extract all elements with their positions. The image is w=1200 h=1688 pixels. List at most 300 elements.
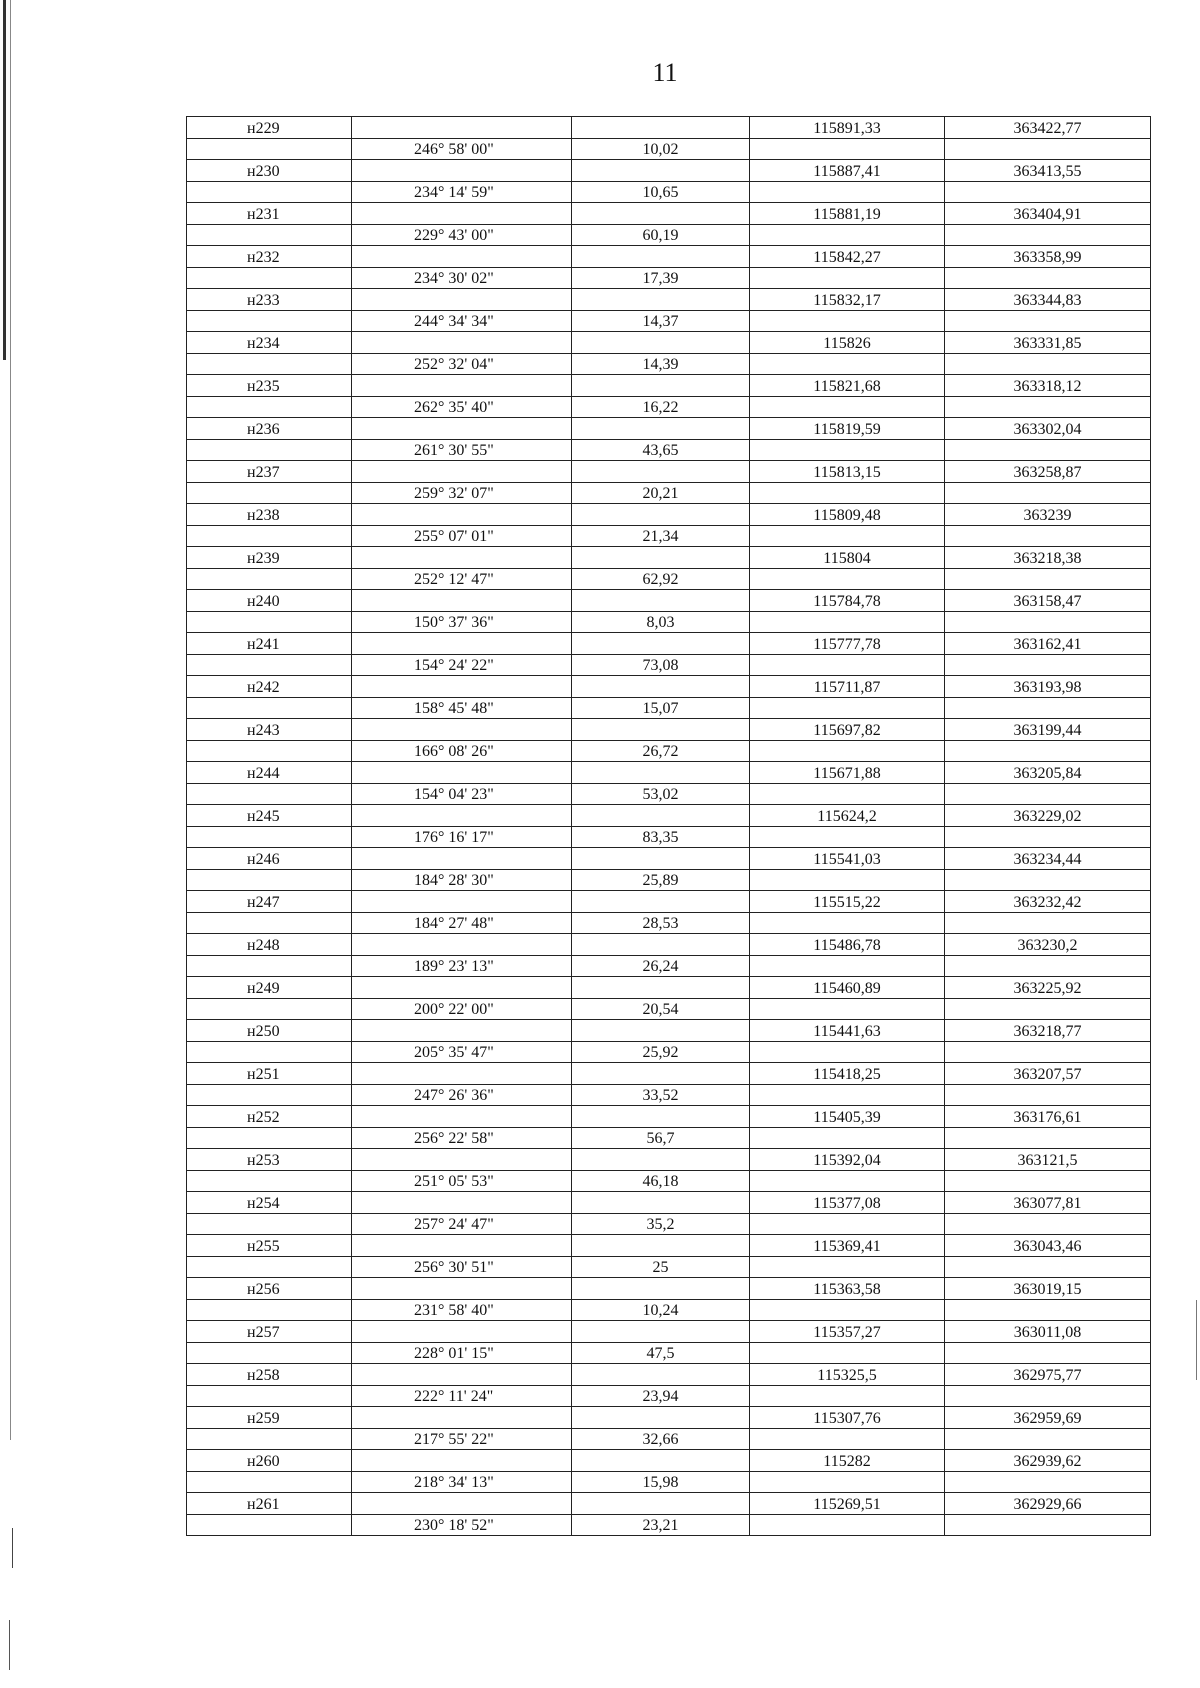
distance-cell: 20,21 (572, 482, 750, 504)
point-name-cell: н257 (187, 1321, 352, 1343)
direction-angle-cell (352, 418, 572, 440)
direction-angle-cell (352, 1278, 572, 1300)
y-coordinate-cell (945, 1213, 1151, 1235)
direction-angle-cell (352, 805, 572, 827)
point-row (187, 1106, 1151, 1128)
x-coordinate-cell: 115418,25 (750, 1063, 945, 1085)
point-name-cell: н251 (187, 1063, 352, 1085)
segment-row (187, 740, 1151, 762)
distance-cell: 15,07 (572, 697, 750, 719)
point-name-cell (187, 1170, 352, 1192)
x-coordinate-cell: 115671,88 (750, 762, 945, 784)
y-coordinate-cell (945, 1170, 1151, 1192)
point-name-cell: н259 (187, 1407, 352, 1429)
segment-row (187, 1342, 1151, 1364)
x-coordinate-cell (750, 396, 945, 418)
point-row (187, 633, 1151, 655)
segment-row (187, 568, 1151, 590)
distance-cell (572, 289, 750, 311)
distance-cell (572, 1321, 750, 1343)
distance-cell (572, 332, 750, 354)
y-coordinate-cell (945, 525, 1151, 547)
direction-angle-cell: 205° 35' 47" (352, 1041, 572, 1063)
distance-cell: 43,65 (572, 439, 750, 461)
x-coordinate-cell: 115515,22 (750, 891, 945, 913)
point-name-cell (187, 1127, 352, 1149)
point-name-cell (187, 912, 352, 934)
x-coordinate-cell (750, 998, 945, 1020)
direction-angle-cell (352, 590, 572, 612)
point-name-cell: н236 (187, 418, 352, 440)
x-coordinate-cell: 115697,82 (750, 719, 945, 741)
x-coordinate-cell: 115832,17 (750, 289, 945, 311)
direction-angle-cell: 158° 45' 48" (352, 697, 572, 719)
segment-row (187, 998, 1151, 1020)
y-coordinate-cell (945, 482, 1151, 504)
point-name-cell: н237 (187, 461, 352, 483)
point-name-cell (187, 310, 352, 332)
distance-cell (572, 848, 750, 870)
point-name-cell: н240 (187, 590, 352, 612)
y-coordinate-cell (945, 568, 1151, 590)
x-coordinate-cell (750, 826, 945, 848)
y-coordinate-cell: 363258,87 (945, 461, 1151, 483)
point-row (187, 1192, 1151, 1214)
point-name-cell (187, 955, 352, 977)
distance-cell (572, 375, 750, 397)
segment-row (187, 482, 1151, 504)
direction-angle-cell: 218° 34' 13" (352, 1471, 572, 1493)
y-coordinate-cell (945, 1385, 1151, 1407)
direction-angle-cell: 252° 12' 47" (352, 568, 572, 590)
y-coordinate-cell: 363207,57 (945, 1063, 1151, 1085)
point-row (187, 590, 1151, 612)
segment-row (187, 439, 1151, 461)
distance-cell: 23,21 (572, 1514, 750, 1536)
direction-angle-cell: 150° 37' 36" (352, 611, 572, 633)
x-coordinate-cell: 115624,2 (750, 805, 945, 827)
direction-angle-cell: 247° 26' 36" (352, 1084, 572, 1106)
direction-angle-cell: 230° 18' 52" (352, 1514, 572, 1536)
distance-cell (572, 1364, 750, 1386)
distance-cell (572, 246, 750, 268)
segment-row (187, 525, 1151, 547)
y-coordinate-cell: 363358,99 (945, 246, 1151, 268)
distance-cell: 47,5 (572, 1342, 750, 1364)
direction-angle-cell: 252° 32' 04" (352, 353, 572, 375)
x-coordinate-cell (750, 267, 945, 289)
distance-cell (572, 676, 750, 698)
x-coordinate-cell: 115282 (750, 1450, 945, 1472)
segment-row (187, 138, 1151, 160)
x-coordinate-cell (750, 1342, 945, 1364)
y-coordinate-cell (945, 1471, 1151, 1493)
point-name-cell: н250 (187, 1020, 352, 1042)
distance-cell: 10,24 (572, 1299, 750, 1321)
x-coordinate-cell: 115842,27 (750, 246, 945, 268)
direction-angle-cell: 234° 30' 02" (352, 267, 572, 289)
y-coordinate-cell (945, 740, 1151, 762)
point-row (187, 1407, 1151, 1429)
point-row (187, 977, 1151, 999)
x-coordinate-cell: 115269,51 (750, 1493, 945, 1515)
y-coordinate-cell: 363176,61 (945, 1106, 1151, 1128)
distance-cell (572, 1278, 750, 1300)
distance-cell: 46,18 (572, 1170, 750, 1192)
distance-cell: 21,34 (572, 525, 750, 547)
x-coordinate-cell: 115377,08 (750, 1192, 945, 1214)
distance-cell (572, 1407, 750, 1429)
direction-angle-cell (352, 934, 572, 956)
x-coordinate-cell: 115357,27 (750, 1321, 945, 1343)
point-row (187, 934, 1151, 956)
distance-cell (572, 547, 750, 569)
distance-cell (572, 805, 750, 827)
segment-row (187, 1385, 1151, 1407)
point-name-cell: н258 (187, 1364, 352, 1386)
direction-angle-cell: 257° 24' 47" (352, 1213, 572, 1235)
direction-angle-cell (352, 203, 572, 225)
y-coordinate-cell: 363422,77 (945, 117, 1151, 139)
direction-angle-cell: 256° 30' 51" (352, 1256, 572, 1278)
segment-row (187, 267, 1151, 289)
segment-row (187, 955, 1151, 977)
x-coordinate-cell: 115809,48 (750, 504, 945, 526)
y-coordinate-cell (945, 224, 1151, 246)
point-row (187, 1235, 1151, 1257)
x-coordinate-cell (750, 138, 945, 160)
point-name-cell (187, 1342, 352, 1364)
y-coordinate-cell: 363011,08 (945, 1321, 1151, 1343)
distance-cell (572, 203, 750, 225)
distance-cell (572, 590, 750, 612)
distance-cell: 23,94 (572, 1385, 750, 1407)
coordinates-table-body (187, 117, 1151, 1536)
point-name-cell: н253 (187, 1149, 352, 1171)
x-coordinate-cell (750, 697, 945, 719)
point-name-cell: н252 (187, 1106, 352, 1128)
point-name-cell: н235 (187, 375, 352, 397)
point-name-cell: н242 (187, 676, 352, 698)
y-coordinate-cell: 363225,92 (945, 977, 1151, 999)
point-row (187, 504, 1151, 526)
point-row (187, 461, 1151, 483)
distance-cell: 83,35 (572, 826, 750, 848)
x-coordinate-cell: 115460,89 (750, 977, 945, 999)
x-coordinate-cell: 115887,41 (750, 160, 945, 182)
distance-cell: 33,52 (572, 1084, 750, 1106)
point-name-cell: н238 (187, 504, 352, 526)
segment-row (187, 1299, 1151, 1321)
point-row (187, 891, 1151, 913)
direction-angle-cell: 200° 22' 00" (352, 998, 572, 1020)
point-name-cell (187, 181, 352, 203)
point-name-cell: н246 (187, 848, 352, 870)
segment-row (187, 1170, 1151, 1192)
right-scan-mark (1196, 1300, 1197, 1380)
x-coordinate-cell (750, 740, 945, 762)
direction-angle-cell (352, 461, 572, 483)
distance-cell (572, 504, 750, 526)
direction-angle-cell (352, 160, 572, 182)
direction-angle-cell: 234° 14' 59" (352, 181, 572, 203)
point-row (187, 117, 1151, 139)
direction-angle-cell (352, 633, 572, 655)
direction-angle-cell (352, 762, 572, 784)
direction-angle-cell (352, 1235, 572, 1257)
y-coordinate-cell (945, 1256, 1151, 1278)
point-name-cell (187, 869, 352, 891)
x-coordinate-cell: 115784,78 (750, 590, 945, 612)
direction-angle-cell: 154° 04' 23" (352, 783, 572, 805)
segment-row (187, 654, 1151, 676)
point-row (187, 1364, 1151, 1386)
x-coordinate-cell (750, 1170, 945, 1192)
distance-cell (572, 418, 750, 440)
point-row (187, 1493, 1151, 1515)
y-coordinate-cell (945, 955, 1151, 977)
point-name-cell (187, 998, 352, 1020)
point-name-cell: н229 (187, 117, 352, 139)
x-coordinate-cell (750, 1514, 945, 1536)
direction-angle-cell (352, 891, 572, 913)
x-coordinate-cell: 115826 (750, 332, 945, 354)
y-coordinate-cell (945, 439, 1151, 461)
point-row (187, 1321, 1151, 1343)
point-name-cell (187, 697, 352, 719)
y-coordinate-cell: 362929,66 (945, 1493, 1151, 1515)
point-name-cell (187, 1256, 352, 1278)
x-coordinate-cell: 115813,15 (750, 461, 945, 483)
distance-cell (572, 160, 750, 182)
direction-angle-cell (352, 1063, 572, 1085)
direction-angle-cell (352, 117, 572, 139)
point-name-cell (187, 740, 352, 762)
x-coordinate-cell (750, 353, 945, 375)
distance-cell (572, 1106, 750, 1128)
point-name-cell (187, 611, 352, 633)
distance-cell (572, 934, 750, 956)
x-coordinate-cell (750, 955, 945, 977)
x-coordinate-cell: 115325,5 (750, 1364, 945, 1386)
x-coordinate-cell: 115891,33 (750, 117, 945, 139)
distance-cell: 10,02 (572, 138, 750, 160)
direction-angle-cell (352, 1149, 572, 1171)
x-coordinate-cell (750, 1127, 945, 1149)
x-coordinate-cell: 115369,41 (750, 1235, 945, 1257)
page-number: 11 (652, 58, 678, 87)
y-coordinate-cell: 363162,41 (945, 633, 1151, 655)
x-coordinate-cell: 115777,78 (750, 633, 945, 655)
distance-cell: 14,39 (572, 353, 750, 375)
direction-angle-cell: 222° 11' 24" (352, 1385, 572, 1407)
segment-row (187, 697, 1151, 719)
x-coordinate-cell (750, 482, 945, 504)
x-coordinate-cell (750, 439, 945, 461)
point-name-cell: н230 (187, 160, 352, 182)
y-coordinate-cell: 363218,38 (945, 547, 1151, 569)
point-row (187, 805, 1151, 827)
margin-scan-mark (9, 1620, 10, 1670)
distance-cell: 17,39 (572, 267, 750, 289)
y-coordinate-cell (945, 267, 1151, 289)
x-coordinate-cell: 115441,63 (750, 1020, 945, 1042)
y-coordinate-cell (945, 396, 1151, 418)
direction-angle-cell (352, 977, 572, 999)
x-coordinate-cell (750, 1041, 945, 1063)
segment-row (187, 912, 1151, 934)
y-coordinate-cell (945, 181, 1151, 203)
y-coordinate-cell (945, 1127, 1151, 1149)
x-coordinate-cell (750, 869, 945, 891)
distance-cell (572, 117, 750, 139)
segment-row (187, 1428, 1151, 1450)
coordinates-table (186, 116, 1151, 1536)
x-coordinate-cell (750, 525, 945, 547)
distance-cell: 35,2 (572, 1213, 750, 1235)
point-name-cell (187, 1084, 352, 1106)
direction-angle-cell: 184° 27' 48" (352, 912, 572, 934)
distance-cell (572, 1149, 750, 1171)
y-coordinate-cell (945, 1084, 1151, 1106)
distance-cell: 62,92 (572, 568, 750, 590)
x-coordinate-cell (750, 654, 945, 676)
point-name-cell: н255 (187, 1235, 352, 1257)
segment-row (187, 310, 1151, 332)
segment-row (187, 783, 1151, 805)
x-coordinate-cell: 115711,87 (750, 676, 945, 698)
point-name-cell: н248 (187, 934, 352, 956)
segment-row (187, 181, 1151, 203)
x-coordinate-cell: 115819,59 (750, 418, 945, 440)
distance-cell: 25 (572, 1256, 750, 1278)
y-coordinate-cell: 363158,47 (945, 590, 1151, 612)
y-coordinate-cell: 363302,04 (945, 418, 1151, 440)
direction-angle-cell: 255° 07' 01" (352, 525, 572, 547)
point-name-cell: н241 (187, 633, 352, 655)
distance-cell (572, 1235, 750, 1257)
point-name-cell (187, 1428, 352, 1450)
point-name-cell: н249 (187, 977, 352, 999)
point-name-cell: н243 (187, 719, 352, 741)
x-coordinate-cell (750, 1256, 945, 1278)
point-row (187, 375, 1151, 397)
y-coordinate-cell: 362959,69 (945, 1407, 1151, 1429)
point-row (187, 848, 1151, 870)
point-name-cell (187, 783, 352, 805)
y-coordinate-cell (945, 1514, 1151, 1536)
x-coordinate-cell: 115363,58 (750, 1278, 945, 1300)
distance-cell (572, 1192, 750, 1214)
distance-cell: 20,54 (572, 998, 750, 1020)
y-coordinate-cell: 363404,91 (945, 203, 1151, 225)
direction-angle-cell: 176° 16' 17" (352, 826, 572, 848)
point-row (187, 160, 1151, 182)
distance-cell (572, 762, 750, 784)
point-name-cell (187, 396, 352, 418)
x-coordinate-cell (750, 310, 945, 332)
direction-angle-cell: 244° 34' 34" (352, 310, 572, 332)
direction-angle-cell: 184° 28' 30" (352, 869, 572, 891)
y-coordinate-cell: 363229,02 (945, 805, 1151, 827)
x-coordinate-cell: 115821,68 (750, 375, 945, 397)
point-name-cell: н256 (187, 1278, 352, 1300)
segment-row (187, 1514, 1151, 1536)
margin-scan-mark (12, 1528, 13, 1568)
direction-angle-cell (352, 1020, 572, 1042)
point-name-cell (187, 353, 352, 375)
direction-angle-cell: 231° 58' 40" (352, 1299, 572, 1321)
y-coordinate-cell: 362975,77 (945, 1364, 1151, 1386)
direction-angle-cell (352, 1493, 572, 1515)
direction-angle-cell (352, 1407, 572, 1429)
distance-cell (572, 719, 750, 741)
distance-cell: 15,98 (572, 1471, 750, 1493)
y-coordinate-cell: 363318,12 (945, 375, 1151, 397)
y-coordinate-cell: 363234,44 (945, 848, 1151, 870)
segment-row (187, 224, 1151, 246)
distance-cell: 53,02 (572, 783, 750, 805)
direction-angle-cell: 261° 30' 55" (352, 439, 572, 461)
point-row (187, 203, 1151, 225)
point-name-cell: н239 (187, 547, 352, 569)
distance-cell: 10,65 (572, 181, 750, 203)
distance-cell (572, 977, 750, 999)
distance-cell (572, 461, 750, 483)
x-coordinate-cell (750, 1084, 945, 1106)
distance-cell: 8,03 (572, 611, 750, 633)
direction-angle-cell (352, 332, 572, 354)
segment-row (187, 1084, 1151, 1106)
y-coordinate-cell: 363121,5 (945, 1149, 1151, 1171)
distance-cell (572, 891, 750, 913)
x-coordinate-cell: 115307,76 (750, 1407, 945, 1429)
x-coordinate-cell (750, 568, 945, 590)
x-coordinate-cell (750, 181, 945, 203)
y-coordinate-cell (945, 138, 1151, 160)
point-row (187, 1063, 1151, 1085)
point-name-cell (187, 439, 352, 461)
direction-angle-cell: 166° 08' 26" (352, 740, 572, 762)
segment-row (187, 353, 1151, 375)
y-coordinate-cell (945, 1428, 1151, 1450)
point-name-cell (187, 1514, 352, 1536)
direction-angle-cell: 189° 23' 13" (352, 955, 572, 977)
direction-angle-cell (352, 1106, 572, 1128)
segment-row (187, 869, 1151, 891)
direction-angle-cell (352, 375, 572, 397)
point-row (187, 289, 1151, 311)
y-coordinate-cell (945, 310, 1151, 332)
direction-angle-cell (352, 1364, 572, 1386)
x-coordinate-cell (750, 1428, 945, 1450)
direction-angle-cell: 256° 22' 58" (352, 1127, 572, 1149)
y-coordinate-cell (945, 912, 1151, 934)
segment-row (187, 1471, 1151, 1493)
point-row (187, 1450, 1151, 1472)
x-coordinate-cell (750, 912, 945, 934)
direction-angle-cell (352, 676, 572, 698)
direction-angle-cell (352, 289, 572, 311)
point-row (187, 1149, 1151, 1171)
y-coordinate-cell: 363043,46 (945, 1235, 1151, 1257)
point-name-cell (187, 525, 352, 547)
y-coordinate-cell: 363193,98 (945, 676, 1151, 698)
direction-angle-cell (352, 719, 572, 741)
distance-cell (572, 1450, 750, 1472)
point-name-cell: н260 (187, 1450, 352, 1472)
distance-cell: 25,92 (572, 1041, 750, 1063)
